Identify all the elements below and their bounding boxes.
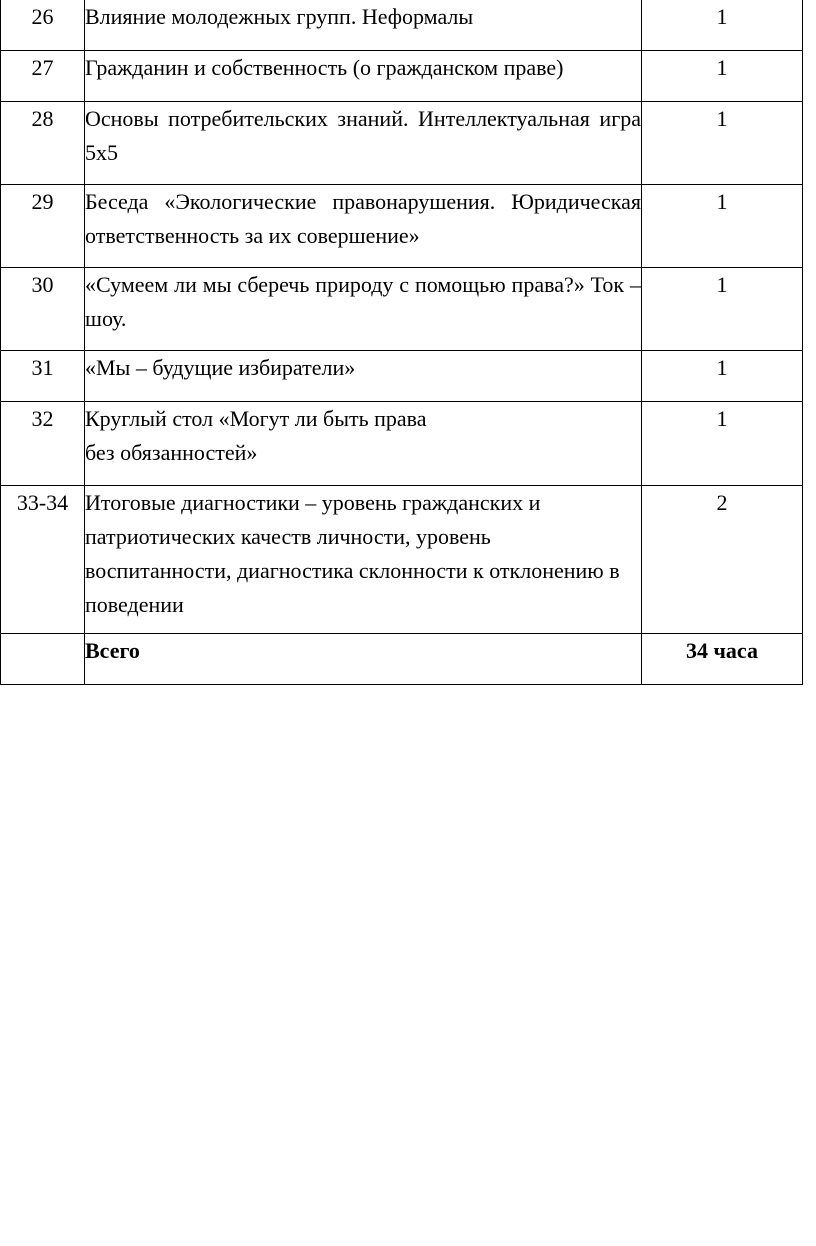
row-topic: Круглый стол «Могут ли быть права без обязанностей»: [85, 402, 642, 486]
row-number: 33-34: [1, 486, 85, 634]
row-number: 29: [1, 185, 85, 268]
table-row: [1, 402, 803, 486]
total-hours: 34 часа: [642, 634, 803, 685]
total-number: [1, 634, 85, 685]
table-row: [1, 486, 803, 634]
row-hours: 1: [642, 51, 803, 102]
row-hours: 1: [642, 0, 803, 51]
row-topic: Основы потребительских знаний. Интеллектуальная игра 5х5: [85, 102, 642, 185]
row-number: 31: [1, 351, 85, 402]
total-row: [1, 634, 803, 685]
row-number: 27: [1, 51, 85, 102]
table-row: [1, 268, 803, 351]
row-topic: Беседа «Экологические правонарушения. Юридическая ответственность за их совершение»: [85, 185, 642, 268]
row-topic: Влияние молодежных групп. Неформалы: [85, 0, 642, 51]
table-row: [1, 51, 803, 102]
row-number: 32: [1, 402, 85, 486]
row-topic: Гражданин и собственность (о гражданском праве): [85, 51, 642, 102]
row-topic: «Сумеем ли мы сберечь природу с помощью права?» Ток – шоу.: [85, 268, 642, 351]
table-row: [1, 185, 803, 268]
row-number: 28: [1, 102, 85, 185]
row-hours: 1: [642, 351, 803, 402]
row-topic: «Мы – будущие избиратели»: [85, 351, 642, 402]
row-hours: 1: [642, 268, 803, 351]
row-hours: 1: [642, 402, 803, 486]
table-row: [1, 0, 803, 51]
row-number: 26: [1, 0, 85, 51]
total-label: Всего: [85, 634, 642, 685]
table-row: [1, 102, 803, 185]
row-number: 30: [1, 268, 85, 351]
table-row: [1, 351, 803, 402]
row-topic: Итоговые диагностики – уровень гражданских и патриотических качеств личности, уровень воспитанности, диагностика склонности к отклонению в поведении: [85, 486, 642, 634]
row-hours: 1: [642, 102, 803, 185]
row-hours: 1: [642, 185, 803, 268]
row-hours: 2: [642, 486, 803, 634]
